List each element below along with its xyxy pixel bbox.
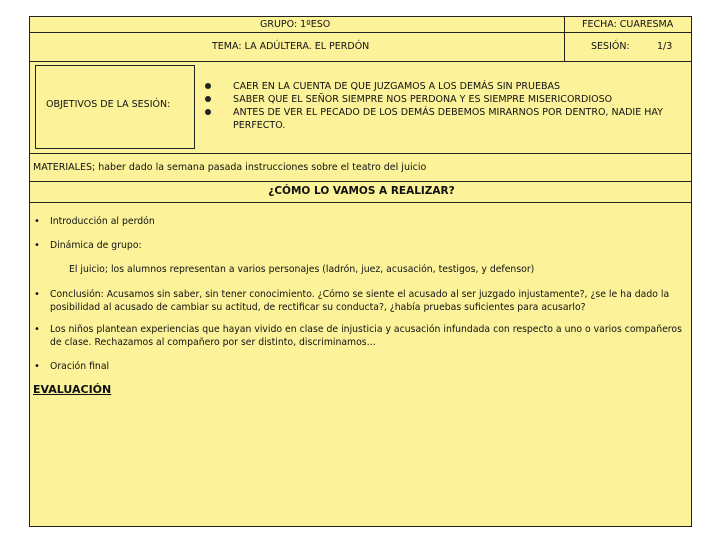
- header-divider: [564, 17, 565, 61]
- sesion-value: 1/3: [657, 41, 673, 52]
- sesion-label: SESIÓN:: [591, 41, 630, 52]
- materiales-top-line: [30, 153, 691, 154]
- tema-row-line: [30, 61, 691, 62]
- bullet-icon: •: [34, 216, 40, 227]
- bullet-icon: [205, 83, 211, 89]
- bullet-icon: [205, 96, 211, 102]
- grupo-label: GRUPO: 1ºESO: [260, 19, 331, 30]
- bullet-icon: •: [34, 324, 40, 335]
- objetivo-item: SABER QUE EL SEÑOR SIEMPRE NOS PERDONA Y ES SIEMPRE MISERICORDIOSO: [205, 93, 695, 106]
- lesson-sheet: GRUPO: 1ºESO FECHA: CUARESMA TEMA: LA ADÚLTERA. EL PERDÓN SESIÓN: 1/3 OBJETIVOS DE LA SESIÓN: CAER EN LA CUENTA DE QUE JUZGAMOS A LOS DEMÁS SIN PRUEBAS SABER QUE EL SEÑOR SIEMPRE NOS PERDONA Y ES SIEMPRE MISERICORDIOSO ANTES DE VER EL PECADO DE LOS DEMÁS DEBEMOS MIRARNOS POR DENTRO, NADIE HAY PERFECTO. MATERIALES; haber dado la semana pasada instrucciones sobre el teatro del juicio ¿CÓMO LO VAMOS A REALIZAR? • Introducción al perdón • Dinámica de grupo: El juicio; los alumnos representan a varios personajes (ladrón, juez, acusación, testigos, y defensor) • Conclusión: Acusamos sin saber, sin tener conocimiento. ¿Cómo se siente el acusado al ser juzgado injustamente?, ¿se le ha dado la posibilidad al acusado de cambiar su actitud, de rectificar su conducta?, ¿había pruebas suficientes para acusarlo? • Los niños plantean experiencias que hayan vivido en clase de injusticia y acusación infundada con respecto a uno o varios compañeros de clase. Rechazamos al compañero por ser distinto, discriminamos… • Oración final EVALUACIÓN: [29, 16, 692, 527]
- objetivo-item: ANTES DE VER EL PECADO DE LOS DEMÁS DEBEMOS MIRARNOS POR DENTRO, NADIE HAY PERFECTO.: [205, 106, 695, 132]
- tema-label: TEMA: LA ADÚLTERA. EL PERDÓN: [212, 41, 370, 52]
- bullet-icon: •: [34, 361, 40, 372]
- materiales-text: MATERIALES; haber dado la semana pasada instrucciones sobre el teatro del juicio: [33, 162, 427, 173]
- como-bottom-line: [30, 202, 691, 203]
- como-title: ¿CÓMO LO VAMOS A REALIZAR?: [268, 185, 455, 197]
- bullet-icon: [205, 109, 211, 115]
- objetivo-item: CAER EN LA CUENTA DE QUE JUZGAMOS A LOS DEMÁS SIN PRUEBAS: [205, 80, 695, 93]
- header-row-line: [30, 32, 691, 33]
- juicio-text: El juicio; los alumnos representan a varios personajes (ladrón, juez, acusación, testigos, y defensor): [69, 264, 535, 275]
- objetivos-list: [205, 80, 695, 132]
- objetivos-label: OBJETIVOS DE LA SESIÓN:: [46, 99, 171, 110]
- bullet-icon: •: [34, 289, 40, 300]
- evaluacion-heading: EVALUACIÓN: [33, 383, 112, 396]
- fecha-label: FECHA: CUARESMA: [582, 19, 674, 30]
- bullet-icon: •: [34, 240, 40, 251]
- materiales-bottom-line: [30, 181, 691, 182]
